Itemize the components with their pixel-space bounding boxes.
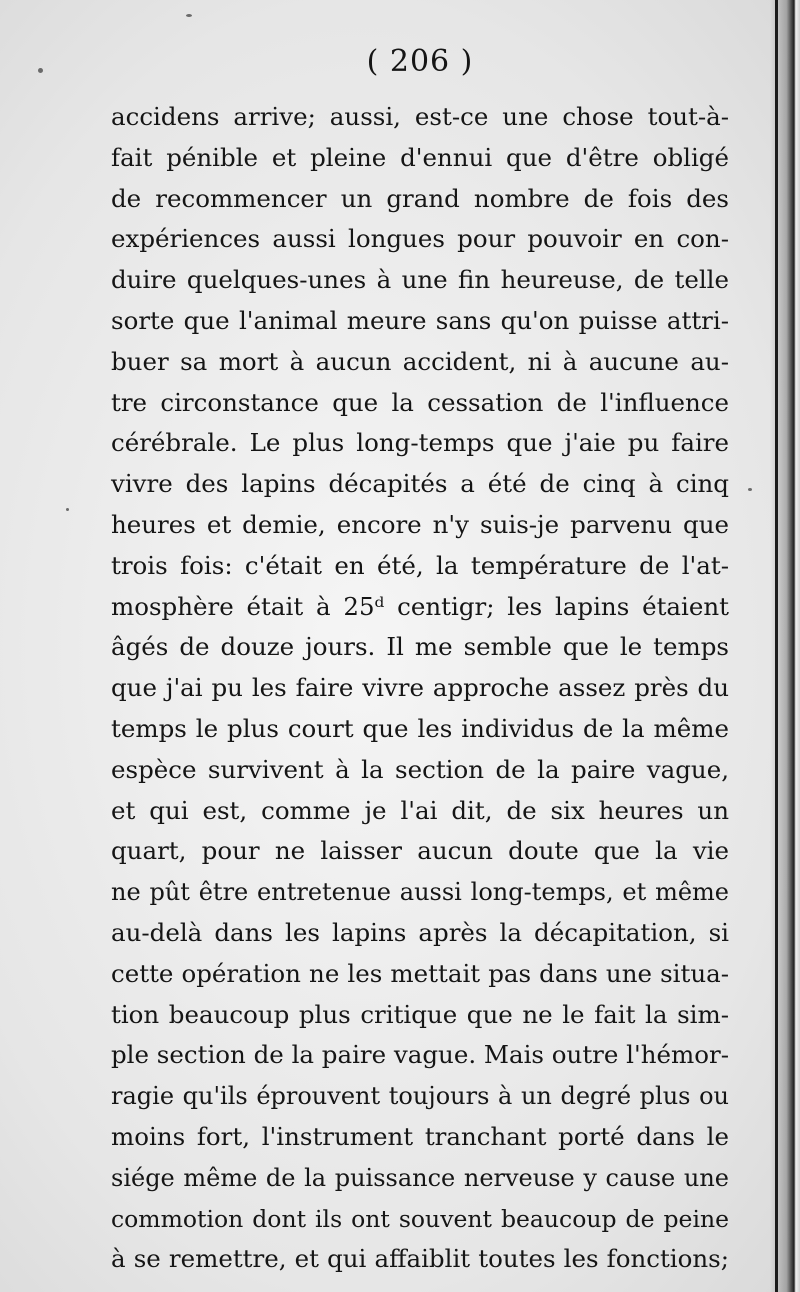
text-line: tion beaucoup plus critique que ne le fait la sim-: [111, 999, 729, 1029]
text-line: ne pût être entretenue aussi long-temps, et même: [111, 878, 729, 907]
text-line: cérébrale. Le plus long-temps que j'aie pu faire: [111, 428, 729, 458]
paper-speck: [186, 14, 192, 17]
text-line: quart, pour ne laisser aucun doute que la vie: [111, 836, 729, 866]
text-line: sorte que l'animal meure sans qu'on puisse attri-: [111, 305, 729, 335]
text-line: accidens arrive; aussi, est-ce une chose tout-à-: [111, 102, 729, 131]
text-line: âgés de douze jours. Il me semble que le temps: [111, 632, 729, 662]
text-line: expériences aussi longues pour pouvoir en con-: [111, 224, 729, 254]
text-line: buer sa mort à aucun accident, ni à aucune au-: [111, 346, 729, 376]
text-line: fait pénible et pleine d'ennui que d'être obligé: [111, 142, 729, 172]
text-line: heures et demie, encore n'y suis-je parvenu que: [111, 509, 729, 539]
page-edge-line: [775, 0, 778, 1292]
text-line: ragie qu'ils éprouvent toujours à un degré plus ou: [111, 1082, 729, 1111]
text-line: et qui est, comme je l'ai dit, de six heures un: [111, 795, 729, 825]
text-line: espèce survivent à la section de la paire vague,: [111, 754, 729, 784]
body-text: [111, 97, 729, 1280]
text-line: trois fois: c'était en été, la température de l'at-: [111, 550, 729, 580]
text-line: que j'ai pu les faire vivre approche assez près du: [111, 673, 729, 703]
text-line: tre circonstance que la cessation de l'influence: [111, 387, 729, 417]
text-line: mosphère était à 25ᵈ centigr; les lapins étaient: [111, 591, 729, 621]
text-line: temps le plus court que les individus de la même: [111, 713, 729, 743]
text-line: au-delà dans les lapins après la décapitation, si: [111, 917, 729, 947]
paper-speck: [66, 508, 69, 511]
text-line: moins fort, l'instrument tranchant porté dans le: [111, 1121, 729, 1151]
paper-speck: [748, 488, 752, 491]
text-line: ple section de la paire vague. Mais outre l'hémor-: [111, 1040, 729, 1070]
text-line: de recommencer un grand nombre de fois des: [111, 183, 729, 213]
text-line: cette opération ne les mettait pas dans une situa-: [111, 958, 729, 988]
text-line: à se remettre, et qui affaiblit toutes les fonctions;: [111, 1244, 729, 1274]
text-line: siége même de la puissance nerveuse y cause une: [111, 1163, 729, 1192]
text-line: vivre des lapins décapités a été de cinq à cinq: [111, 469, 729, 499]
page-number: ( 206 ): [366, 44, 474, 79]
text-line: commotion dont ils ont souvent beaucoup de peine: [111, 1204, 729, 1233]
text-line: duire quelques-unes à une fin heureuse, de telle: [111, 265, 729, 295]
